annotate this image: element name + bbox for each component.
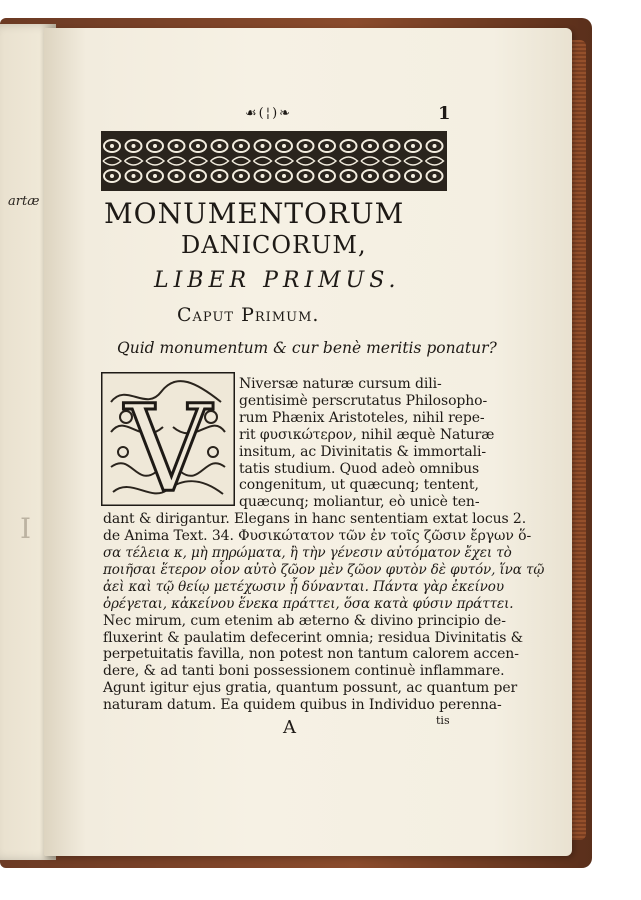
- title-danicorum: DANICORUM,: [181, 231, 367, 259]
- body-line: rum Phænix Aristoteles, nihil repe-: [239, 409, 485, 426]
- catchword: tis: [436, 714, 450, 727]
- title-monumentorum: MONUMENTORUM: [104, 197, 405, 230]
- body-line: Nec mirum, cum etenim ab æterno & divino principio de-: [103, 612, 506, 629]
- title-liber-primus: LIBER PRIMUS.: [154, 268, 401, 293]
- body-line: naturam datum. Ea quidem quibus in Individuo perenna-: [103, 697, 502, 714]
- body-line: σα τέλεια κ, μὴ πηρώματα, ἢ τὴν γένεσιν αὐτόματον ἔχει τὸ: [103, 545, 512, 561]
- folio-number: 1: [438, 103, 451, 124]
- body-line: fluxerint & paulatim defecerint omnia; residua Divinitatis &: [103, 629, 523, 646]
- body-line: Agunt igitur ejus gratia, quantum possunt, ac quantum per: [103, 680, 518, 697]
- body-line: quæcunq; moliantur, eò unicè ten-: [239, 494, 480, 511]
- page-edges: [572, 40, 586, 840]
- body-line: tatis studium. Quod adeò omnibus: [239, 460, 480, 477]
- title-caput-primum: Caput Primum.: [177, 304, 320, 326]
- initial-letter: V: [124, 380, 212, 506]
- body-line: ὀρέγεται, κἀκείνου ἕνεκα πράττει, ὅσα κατὰ φύσιν πράττει.: [103, 595, 514, 612]
- body-line: ποιῆσαι ἕτερον οἷον αὐτὸ ζῶον μὲν ζῶον φυτὸν δὲ φυτόν, ἵνα τῷ: [103, 561, 545, 578]
- body-line: congenitum, ut quæcunq; tentent,: [239, 477, 479, 494]
- body-line: de Anima Text. 34. Φυσικώτατον τῶν ἐν τοῖς ζῶσιν ἔργων ὅ-: [103, 528, 532, 545]
- chapter-subheading: Quid monumentum & cur benè meritis ponatur?: [117, 339, 497, 357]
- head-flourish: ☙(¦)❧: [245, 106, 293, 121]
- body-line: ἀεὶ καὶ τῷ θείῳ μετέχωσιν ᾗ δύνανται. Πάντα γὰρ ἐκείνου: [103, 578, 504, 595]
- signature-mark: A: [283, 717, 296, 738]
- decorated-initial: [101, 372, 235, 506]
- left-page-text-fragment: artæ: [8, 194, 40, 209]
- ornamental-band: [101, 131, 447, 191]
- body-line: dere, & ad tanti boni possessionem continuè inflammare.: [103, 663, 505, 680]
- body-line: dant & dirigantur. Elegans in hanc sententiam extat locus 2.: [103, 511, 527, 528]
- body-line: Niversæ naturæ cursum dili-: [239, 376, 442, 392]
- body-line: perpetuitatis favilla, non potest non tantum calorem accen-: [103, 646, 519, 663]
- left-page-ghost-letter: I: [20, 512, 32, 545]
- body-line: rit φυσικώτερον, nihil æquè Naturæ: [239, 426, 495, 443]
- body-line: insitum, ac Divinitatis & immortali-: [239, 443, 487, 460]
- body-line: gentisimè perscrutatus Philosopho-: [239, 392, 488, 409]
